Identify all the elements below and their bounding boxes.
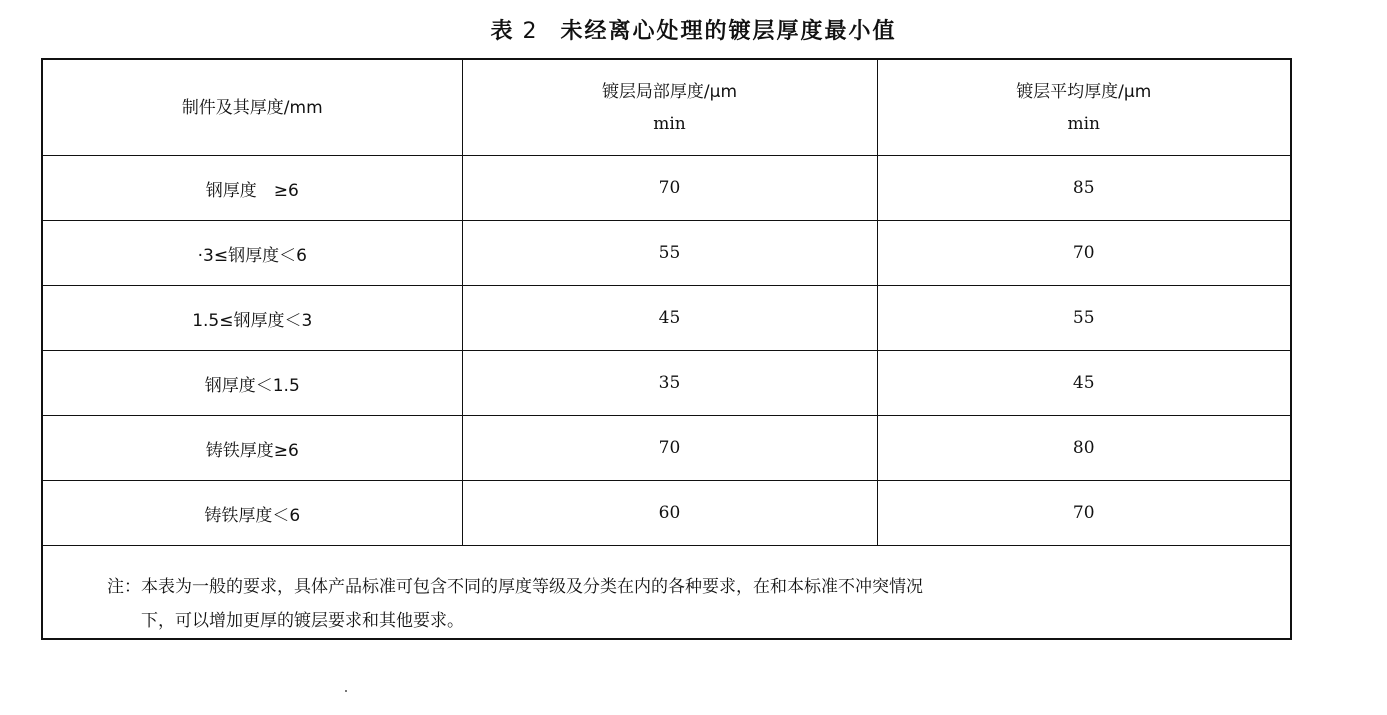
table-label: 表 <box>490 19 515 44</box>
local-thickness-cell: 45 <box>462 286 877 351</box>
header-average-thickness <box>877 59 1291 156</box>
header-local-thickness <box>462 59 877 156</box>
table-row <box>42 221 1291 286</box>
table-title <box>0 14 1387 45</box>
header-local-thickness-min: min <box>653 113 686 134</box>
average-thickness-cell: 70 <box>877 221 1291 286</box>
table-header-row <box>42 59 1291 156</box>
local-thickness-cell: 70 <box>462 416 877 481</box>
average-thickness-cell: 70 <box>877 481 1291 546</box>
part-cell: 钢厚度＜1.5 <box>42 351 462 416</box>
header-part-thickness <box>42 59 462 156</box>
header-local-thickness-label: 镀层局部厚度/μm <box>601 81 738 102</box>
local-thickness-cell: 70 <box>462 156 877 221</box>
table-row <box>42 156 1291 221</box>
scan-speck <box>345 690 347 692</box>
note-line-1: 注：本表为一般的要求，具体产品标准可包含不同的厚度等级及分类在内的各种要求，在和本标准不冲突情况 <box>107 577 923 597</box>
table-row <box>42 481 1291 546</box>
table-row <box>42 286 1291 351</box>
part-cell: ·3≤钢厚度＜6 <box>42 221 462 286</box>
note-line-2: 下，可以增加更厚的镀层要求和其他要求。 <box>141 611 464 631</box>
table-note-row <box>42 546 1291 640</box>
table-title-text: 未经离心处理的镀层厚度最小值 <box>560 19 897 44</box>
average-thickness-cell: 55 <box>877 286 1291 351</box>
table-number: 2 <box>522 19 539 44</box>
part-cell: 钢厚度 ≥6 <box>42 156 462 221</box>
local-thickness-cell: 35 <box>462 351 877 416</box>
header-part-thickness-label: 制件及其厚度/mm <box>181 97 323 118</box>
header-average-thickness-label: 镀层平均厚度/μm <box>1016 81 1152 102</box>
table-note <box>42 546 1291 640</box>
part-cell: 铸铁厚度≥6 <box>42 416 462 481</box>
local-thickness-cell: 60 <box>462 481 877 546</box>
header-average-thickness-min: min <box>1067 113 1100 134</box>
table-row <box>42 416 1291 481</box>
part-cell: 铸铁厚度＜6 <box>42 481 462 546</box>
local-thickness-cell: 55 <box>462 221 877 286</box>
average-thickness-cell: 45 <box>877 351 1291 416</box>
table-row <box>42 351 1291 416</box>
average-thickness-cell: 85 <box>877 156 1291 221</box>
coating-thickness-table <box>41 58 1292 640</box>
average-thickness-cell: 80 <box>877 416 1291 481</box>
part-cell: 1.5≤钢厚度＜3 <box>42 286 462 351</box>
